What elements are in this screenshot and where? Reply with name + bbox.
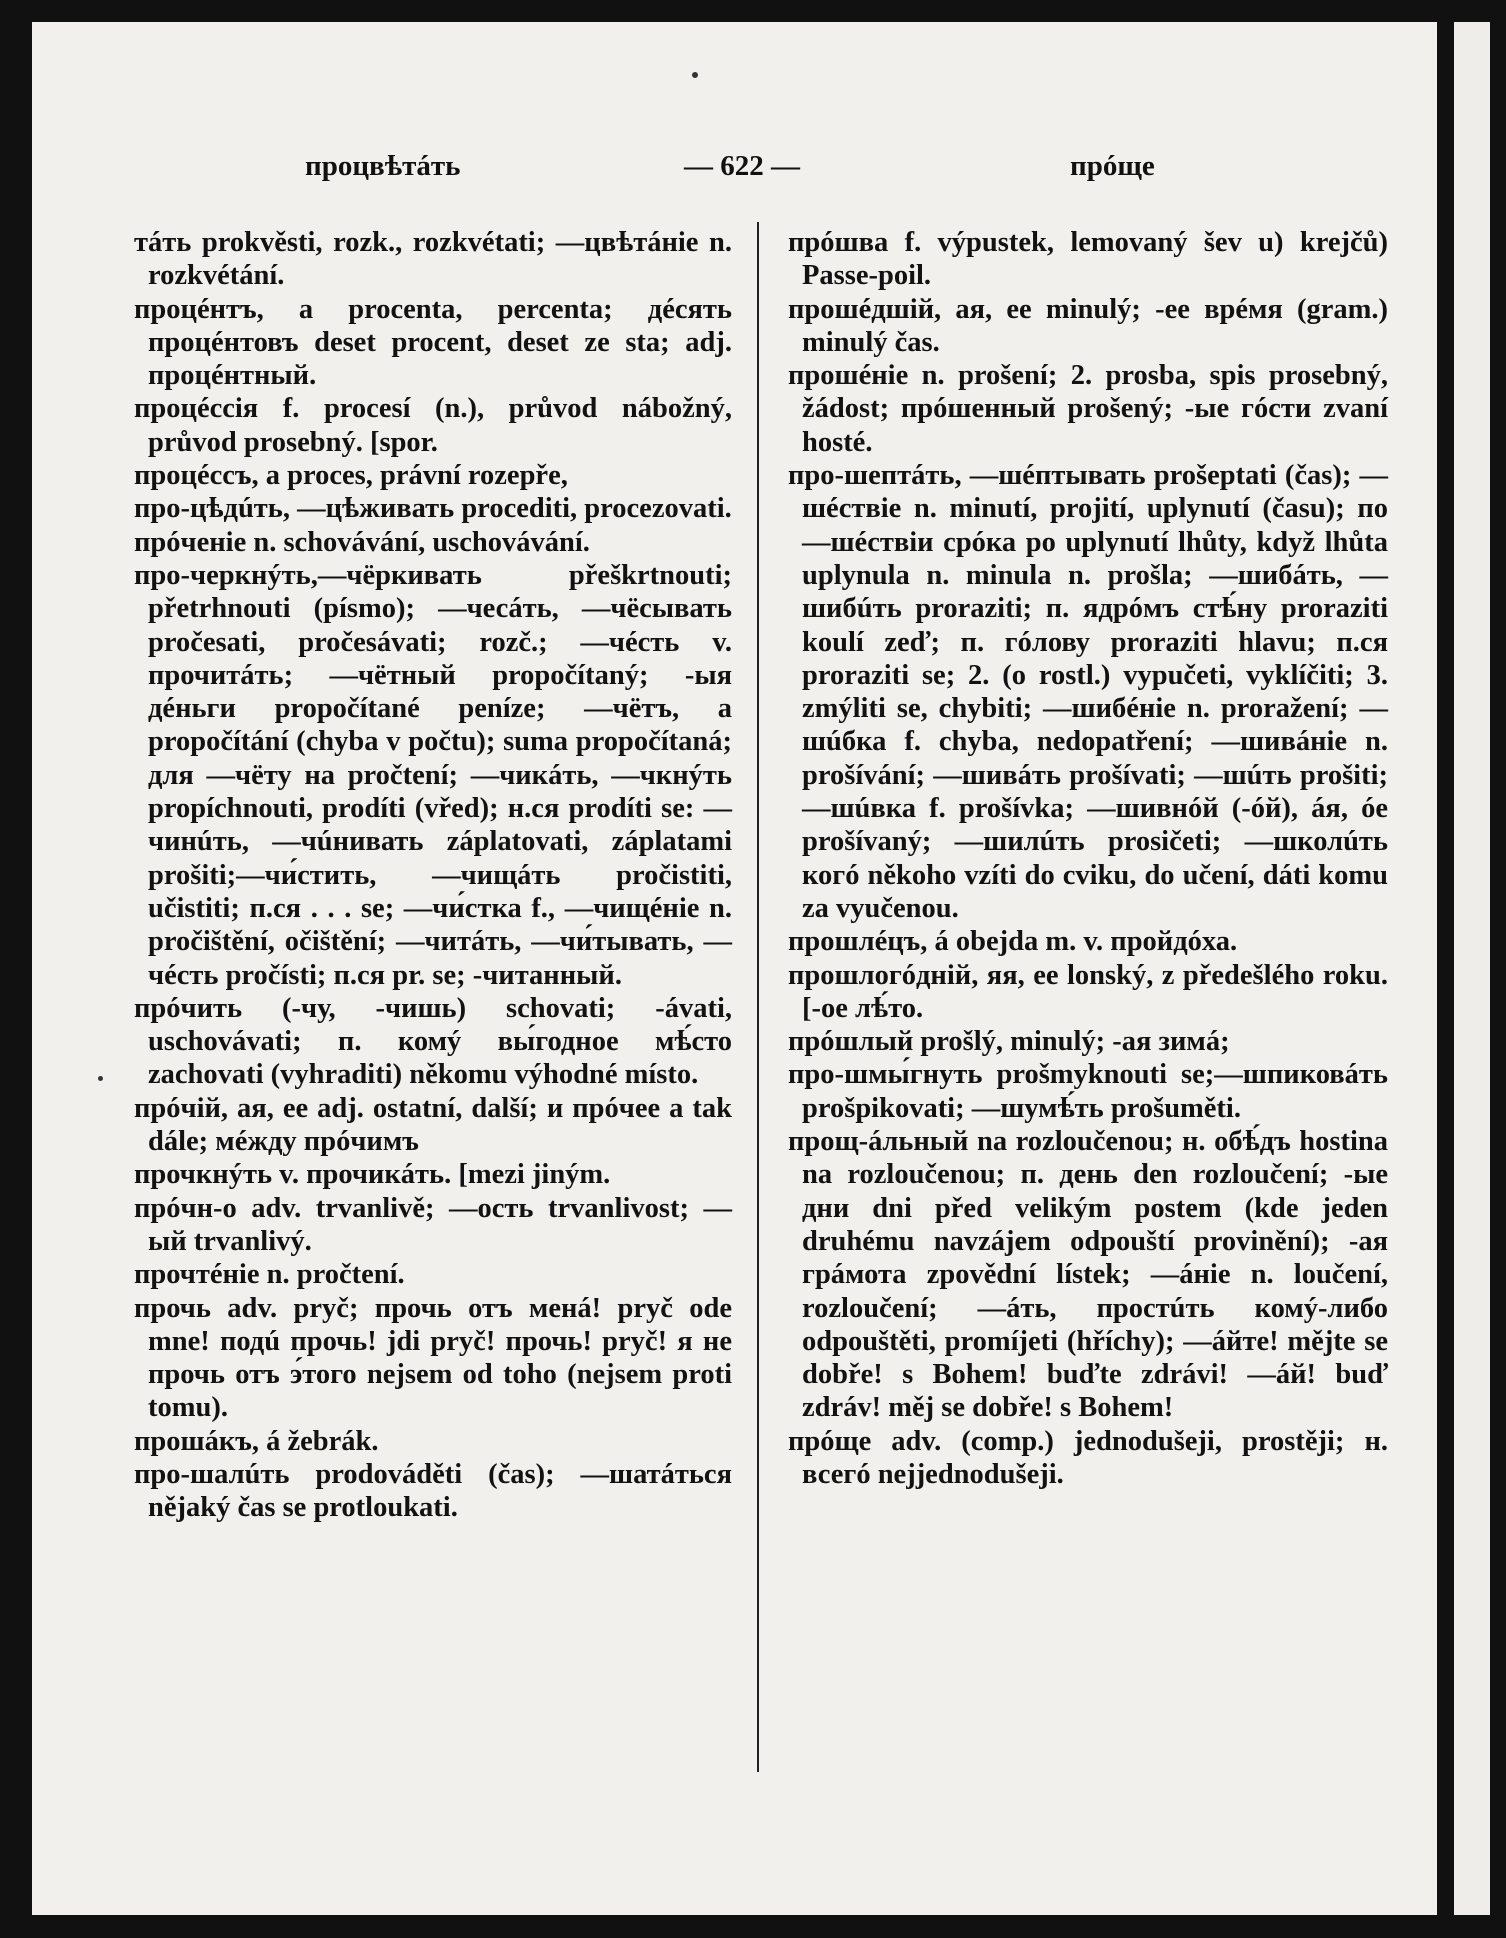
dictionary-entry: прóшлый prošlý, minulý; -ая зимá; [788, 1026, 1230, 1058]
dictionary-entry: прóченіе n. schovávání, uschovávání. [134, 526, 590, 558]
dictionary-entry: прошлогóдній, яя, ее lonský, z předešlého roku. [-ое лѣ́то. [788, 959, 1388, 1024]
dictionary-entry: прóще adv. (comp.) jednodušeji, prostěji; н. всегó nejjednodušeji. [788, 1425, 1388, 1490]
dictionary-entry: процéссія f. procesí (n.), průvod nábožný, průvod prosebný. [spor. [134, 393, 732, 458]
dictionary-entry: прощ-áльный na rozloučenou; н. обѣ́дъ hostina na rozloučenou; п. день den rozloučení; -ые дни dni před velikým postem (kde jeden druhému navzájem odpouští provinění); -ая грáмота zpovědní lístek; —áніе n. loučení, rozloučení; —áть, простúть комý-либо odpouštěti, promíjeti (hříchy); —áйте! mějte se dobře! s Bohem! buďte zdrávi! —áй! buď zdráv! měj se dobře! s Bohem! [788, 1126, 1388, 1424]
dictionary-entry: про-шалúть prodováděti (čas); —шатáться nějaký čas se protloukati. [134, 1458, 732, 1524]
page-number: — 622 — [684, 150, 800, 182]
left-column [134, 226, 732, 1525]
dictionary-entry: процéнтъ, a procenta, percenta; дéсять процéнтовъ deset procent, deset ze sta; adj. процéнтный. [134, 293, 732, 392]
adjacent-page-edge [1454, 22, 1490, 1915]
speck-dot [692, 72, 698, 78]
column-divider [757, 222, 759, 1772]
dictionary-entry: прóчн-о adv. trvanlivě; —ость trvanlivost; —ый trvanlivý. [134, 1192, 732, 1257]
dictionary-entry: тáть prokvěsti, rozk., rozkvétati; —цвѣтáніе n. rozkvétání. [134, 227, 732, 292]
header-right-word: прóще [1070, 150, 1155, 182]
dictionary-entry: прошáкъ, á žebrák. [134, 1425, 379, 1457]
dictionary-entry: про-шмы́гнуть prošmyknouti se;—шпиковáть prošpikovati; —шумѣ́ть prošuměti. [788, 1059, 1388, 1124]
dictionary-entry: прошлéцъ, á obejda m. v. пройдóха. [788, 926, 1238, 958]
right-column [788, 226, 1388, 1491]
header-left-word: процвѣтáть [305, 150, 461, 182]
dictionary-entry: прóшва f. výpustek, lemovaný šev u) krejčů) Passe-poil. [788, 227, 1388, 292]
dictionary-entry: про-черкнýть,—чёркивать přeškrtnouti; přetrhnouti (písmo); —чесáть, —чёсывать pročesati, pročesávati; rozč.; —чéсть v. прочитáть; —чётный propočítaný; -ыя дéньги propočítané peníze; —чётъ, a propočítání (chyba v počtu); suma propočítaná; для —чёту на pročtení; —чикáть, —чкнýть propíchnouti, prodíti (vřed); н.ся prodíti se: —чинúть, —чúнивать záplatovati, záplatami prošiti;—чи́стить, —чищáть pročistiti, učistiti; п.ся . . . se; —чи́стка f., —чищéніе n. pročištění, očištění; —читáть, —чи́тывать, —чéсть pročísti; п.ся pr. se; -читанный. [134, 559, 732, 991]
speck-dot [98, 1076, 103, 1081]
dictionary-entry: прочь adv. pryč; прочь отъ менá! pryč ode mne! подú прочь! jdi pryč! прочь! pryč! я не прочь отъ э́того nejsem od toho (nejsem proti tomu). [134, 1292, 732, 1424]
dictionary-page [32, 22, 1437, 1915]
dictionary-entry: про-цѣдúть, —цѣживать procediti, procezovati. [134, 493, 732, 525]
dictionary-entry: прочкнýть v. прочикáть. [mezi jiným. [134, 1159, 611, 1191]
dictionary-entry: процéссъ, a proces, právní rozepře, [134, 460, 568, 492]
dictionary-entry: прóчій, ая, ее adj. ostatní, další; и прóчее a tak dále; мéжду прóчимъ [134, 1092, 732, 1158]
dictionary-entry: прóчить (-чу, -чишь) schovati; -ávati, uschovávati; п. комý вы́годное мѣ́сто zachovati (vyhraditi) někomu výhodné místo. [134, 992, 732, 1091]
page-header [32, 150, 1437, 194]
dictionary-entry: прошéдшій, ая, ее minulý; -ее врéмя (gram.) minulý čas. [788, 293, 1388, 358]
dictionary-entry: прошéніе n. prošení; 2. prosba, spis prosebný, žádost; прóшенный prošený; -ые гóсти zvaní hosté. [788, 360, 1388, 458]
dictionary-entry: про-шептáть, —шéптывать prošeptati (čas); —шéствіе n. minutí, projití, uplynutí (času); по —шéствіи срóка po uplynutí lhůty, když lhůta uplynula n. minula n. prošla; —шибáть, —шибúть proraziti; п. ядрóмъ стѣ́ну proraziti koulí zeď; п. гóлову proraziti hlavu; п.ся proraziti se; 2. (o rostl.) vypučeti, vyklíčiti; 3. zmýliti se, chybiti; —шибéніе n. proražení; —шúбка f. chyba, nedopatření; —шивáніе n. prošívání; —шивáть prošívati; —шúть prošiti; —шúвка f. prošívka; —шивнóй (-óй), áя, óе prošívaný; —шилúть prosičeti; —школúть когó někoho vzíti do cviku, do učení, dáti komu za vyučenou. [788, 460, 1388, 924]
dictionary-entry: прочтéніе n. pročtení. [134, 1259, 405, 1291]
